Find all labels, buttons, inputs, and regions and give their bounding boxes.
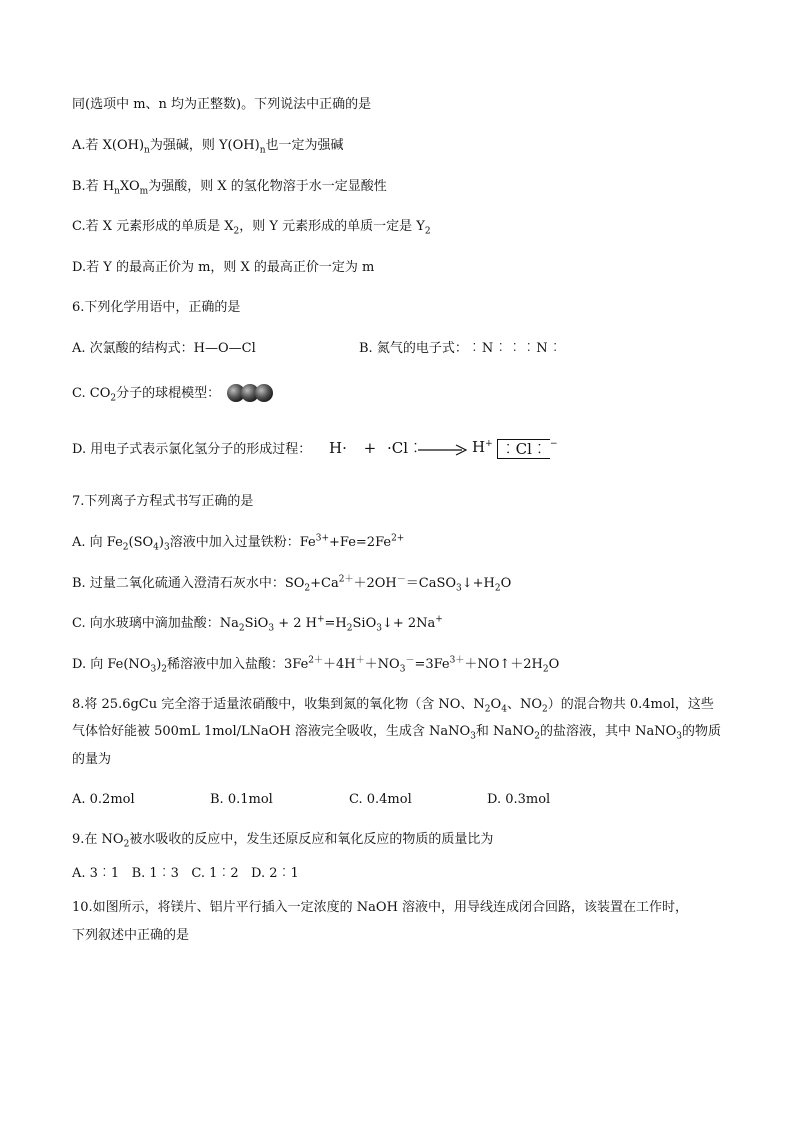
q10-stem-line1: 10.如图所示，将镁片、铝片平行插入一定浓度的 NaOH 溶液中，用导线连成闭合回路，该装置在工作时， <box>72 900 689 915</box>
q7-option-d: D. 向 $Fe(NO_3)_2$稀溶液中加入盐酸：$3Fe^{2+}+4H^++NO_3^-=3Fe^{3+}+NO↑+2H_2O$ <box>72 655 560 675</box>
q7-option-a: A. 向 $Fe_2(SO_4)_3$溶液中加入过量铁粉：$Fe^{3+}+Fe=2Fe^{2+}$ <box>72 533 405 553</box>
q8-stem-line2: 气体恰好能被 500mL 1mol/LNaOH 溶液完全吸收，生成含 NaNO$_3$和 NaNO$_2$的盐溶液，其中 NaNO$_3$的物质 <box>72 724 721 742</box>
q8-option-d: D. 0.3mol <box>487 792 551 807</box>
q7-stem: 7.下列离子方程式书写正确的是 <box>72 494 254 509</box>
q7-option-c: C. 向水玻璃中滴加盐酸：$Na_2SiO_3 + 2$ $H^+=H_2SiO_3↓+ 2Na^+$ <box>72 614 443 634</box>
q10-stem-line2: 下列叙述中正确的是 <box>72 928 190 943</box>
q6-option-b: B. 氮气的电子式：︰N︰︰︰N︰ <box>359 341 563 356</box>
hcl-formation-equation: H· + ·Cl︰ <box>329 439 424 457</box>
q5-option-d: D.若 Y 的最高正价为 m，则 X 的最高正价一定为 m <box>72 260 375 275</box>
q8-option-a: A. 0.2mol <box>72 792 135 807</box>
q5-option-b: B.若 $H_nXO_m$为强酸，则 X 的氢化物溶于水一定显酸性 <box>72 179 387 197</box>
n2-electron-formula: ︰N︰︰︰N︰ <box>467 341 563 356</box>
q8-option-c: C. 0.4mol <box>349 792 412 807</box>
oxygen-atom-right <box>255 384 273 402</box>
q5-option-c: C.若 X 元素形成的单质是 $X_2$，则 Y 元素形成的单质一定是 $Y_2$ <box>72 219 431 237</box>
q9-stem: 9.在 $NO_2$被水吸收的反应中，发生还原反应和氧化反应的物质的质量比为 <box>72 832 494 850</box>
q8-stem-line3: 的量为 <box>72 752 112 767</box>
q6-option-d: D. 用电子式表示氯化氢分子的形成过程： <box>72 442 312 457</box>
q6-option-a: A. 次氯酸的结构式：H—O—Cl <box>72 341 256 356</box>
q7-option-b: B. 过量二氧化硫通入澄清石灰水中：$SO_2+Ca^{2+}+2OH^-=CaSO_3↓+H_2O$ <box>72 574 512 594</box>
q5-stem-continuation: 同(选项中 m、n 均为正整数)。下列说法中正确的是 <box>72 97 372 112</box>
hcl-product: H+ ︰Cl︰ − <box>472 438 558 458</box>
arrow-icon <box>416 440 468 460</box>
q8-option-b: B. 0.1mol <box>210 792 273 807</box>
q6-option-c: C. $CO_2$分子的球棍模型： <box>72 386 221 404</box>
q9-options: A. 3︰1 B. 1︰3 C. 1︰2 D. 2︰1 <box>72 866 299 881</box>
q6-stem: 6.下列化学用语中，正确的是 <box>72 300 241 315</box>
q8-stem-line1: 8.将 25.6gCu 完全溶于适量浓硝酸中，收集到氮的氧化物（含 NO、$N_2O_4$、$NO_2$）的混合物共 0.4mol，这些 <box>72 697 714 715</box>
q5-option-a: A.若 $X(OH)_n$为强碱，则 $Y(OH)_n$也一定为强碱 <box>72 138 344 156</box>
co2-ball-stick-model <box>226 382 274 404</box>
